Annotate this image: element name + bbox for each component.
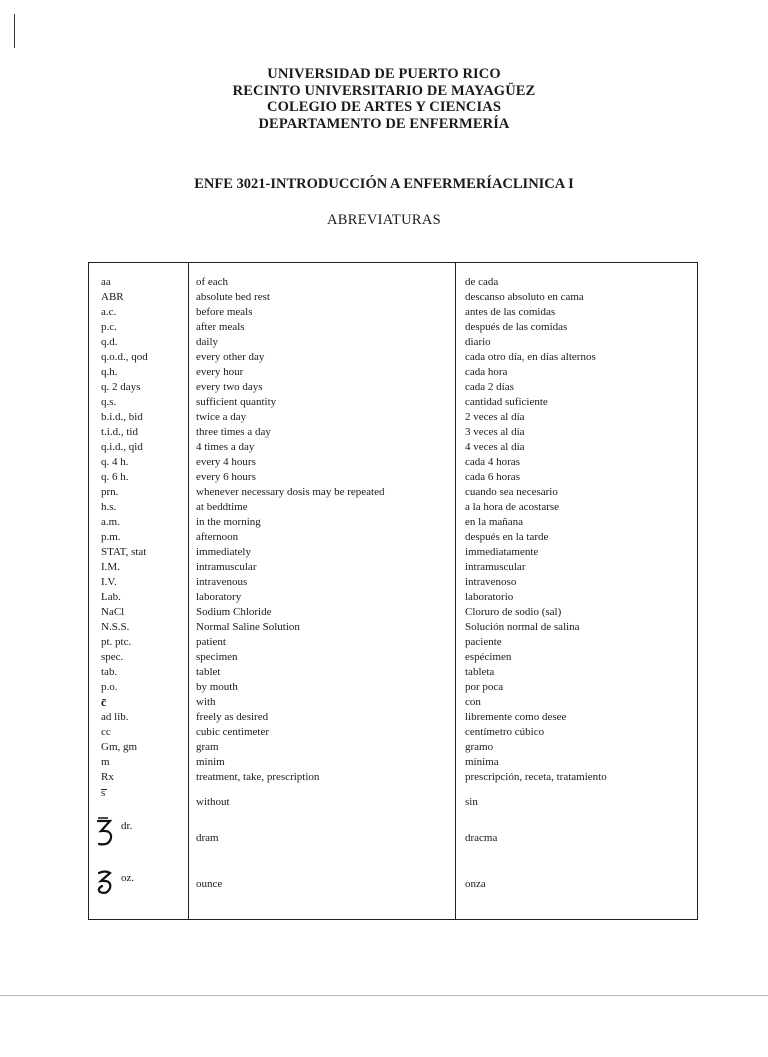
abbreviation-cell: q.o.d., qod	[101, 351, 148, 363]
abbreviation-cell	[101, 787, 107, 801]
spanish-meaning-cell: 3 veces al día	[465, 426, 525, 438]
table-row	[89, 605, 697, 620]
abbreviation-cell: STAT, stat	[101, 546, 147, 558]
english-meaning-cell: of each	[196, 276, 229, 288]
spanish-meaning-cell: por poca	[465, 681, 504, 693]
english-meaning-cell: 4 times a day	[196, 441, 255, 453]
spanish-meaning-cell: intramuscular	[465, 561, 526, 573]
abbreviation-cell: t.i.d., tid	[101, 426, 138, 438]
abbreviation-cell: q. 4 h.	[101, 456, 129, 468]
abbreviation-cell: Rx	[101, 771, 114, 783]
english-meaning-cell: daily	[196, 336, 218, 348]
spanish-meaning-cell: cantidad suficiente	[465, 396, 548, 408]
table-row	[89, 500, 697, 515]
english-meaning-cell: without	[196, 796, 230, 808]
spanish-meaning-cell: a la hora de acostarse	[465, 501, 560, 513]
abbreviation-cell: Lab.	[101, 591, 121, 603]
abbreviation-cell: p.m.	[101, 531, 121, 543]
table-row	[89, 740, 697, 755]
table-rows	[89, 275, 697, 901]
abbreviation-cell: q.i.d., qid	[101, 441, 143, 453]
english-meaning-cell: patient	[196, 636, 226, 648]
english-meaning-cell: before meals	[196, 306, 253, 318]
table-row	[89, 395, 697, 410]
abbreviation-letter: s	[101, 787, 106, 799]
abbreviation-cell: ad lib.	[101, 711, 129, 723]
abbreviation-cell: I.V.	[101, 576, 117, 588]
english-meaning-cell: intravenous	[196, 576, 248, 588]
english-meaning-cell: absolute bed rest	[196, 291, 270, 303]
table-row	[89, 710, 697, 725]
english-meaning-cell: dram	[196, 832, 219, 844]
table-row	[89, 455, 697, 470]
abbreviation-cell: q.s.	[101, 396, 117, 408]
abbreviation-cell: q. 6 h.	[101, 471, 129, 483]
table-row	[89, 425, 697, 440]
abbreviation-cell: pt. ptc.	[101, 636, 132, 648]
english-meaning-cell: every 6 hours	[196, 471, 256, 483]
table-row	[89, 755, 697, 770]
table-row	[89, 695, 697, 710]
abbreviation-cell: b.i.d., bid	[101, 411, 143, 423]
table-row	[89, 380, 697, 395]
english-meaning-cell: every 4 hours	[196, 456, 256, 468]
english-meaning-cell: cubic centimeter	[196, 726, 269, 738]
abbreviation-cell: N.S.S.	[101, 621, 130, 633]
spanish-meaning-cell: tableta	[465, 666, 495, 678]
abbreviation-cell: q.d.	[101, 336, 118, 348]
abbreviation-cell: a.m.	[101, 516, 120, 528]
english-meaning-cell: immediately	[196, 546, 251, 558]
abbreviation-cell: Gm, gm	[101, 741, 138, 753]
english-meaning-cell: laboratory	[196, 591, 242, 603]
table-row	[89, 785, 697, 813]
abbreviation-cell: p.c.	[101, 321, 117, 333]
page-bottom-rule	[0, 995, 768, 996]
spanish-meaning-cell: onza	[465, 878, 486, 890]
scan-edge-mark	[14, 14, 15, 48]
table-row	[89, 680, 697, 695]
abbreviation-cell: m	[101, 756, 110, 768]
english-meaning-cell: whenever necessary dosis may be repeated	[196, 486, 385, 498]
table-row	[89, 350, 697, 365]
table-row	[89, 410, 697, 425]
english-meaning-cell: specimen	[196, 651, 238, 663]
course-title: ENFE 3021-INTRODUCCIÓN A ENFERMERÍACLINICA I	[194, 176, 574, 192]
abbreviation-cell: a.c.	[101, 306, 117, 318]
spanish-meaning-cell: mínima	[465, 756, 499, 768]
english-meaning-cell: every hour	[196, 366, 244, 378]
dram-symbol	[95, 817, 133, 849]
ounce-suffix: oz.	[121, 872, 135, 884]
spanish-meaning-cell: descanso absoluto en cama	[465, 291, 584, 303]
english-meaning-cell: three times a day	[196, 426, 271, 438]
spanish-meaning-cell: diario	[465, 336, 491, 348]
table-row	[89, 650, 697, 665]
table-row	[89, 857, 697, 901]
table-row	[89, 365, 697, 380]
table-row	[89, 770, 697, 785]
table-row	[89, 440, 697, 455]
spanish-meaning-cell: immediatamente	[465, 546, 539, 558]
spanish-meaning-cell: prescripción, receta, tratamiento	[465, 771, 607, 783]
dram-icon	[95, 817, 121, 849]
english-meaning-cell: by mouth	[196, 681, 238, 693]
spanish-meaning-cell: 2 veces al día	[465, 411, 525, 423]
abbreviation-cell: q. 2 days	[101, 381, 141, 393]
spanish-meaning-cell: laboratorio	[465, 591, 514, 603]
english-meaning-cell: intramuscular	[196, 561, 257, 573]
english-meaning-cell: twice a day	[196, 411, 247, 423]
english-meaning-cell: sufficient quantity	[196, 396, 277, 408]
table-row	[89, 665, 697, 680]
spanish-meaning-cell: paciente	[465, 636, 502, 648]
table-row	[89, 530, 697, 545]
spanish-meaning-cell: de cada	[465, 276, 499, 288]
document-subtitle: ABREVIATURAS	[327, 212, 441, 228]
abbreviation-cell: tab.	[101, 666, 118, 678]
abbreviation-cell: q.h.	[101, 366, 118, 378]
english-meaning-cell: minim	[196, 756, 225, 768]
spanish-meaning-cell: cuando sea necesario	[465, 486, 558, 498]
spanish-meaning-cell: Solución normal de salina	[465, 621, 580, 633]
table-row	[89, 813, 697, 857]
table-row	[89, 515, 697, 530]
table-row	[89, 560, 697, 575]
table-row	[89, 635, 697, 650]
spanish-meaning-cell: centímetro cúbico	[465, 726, 545, 738]
english-meaning-cell: tablet	[196, 666, 221, 678]
english-meaning-cell: after meals	[196, 321, 245, 333]
english-meaning-cell: every other day	[196, 351, 265, 363]
spanish-meaning-cell: intravenoso	[465, 576, 517, 588]
dram-suffix: dr.	[121, 820, 133, 832]
ounce-icon	[95, 869, 121, 897]
header-line-university: UNIVERSIDAD DE PUERTO RICO	[267, 66, 501, 82]
table-row	[89, 335, 697, 350]
spanish-meaning-cell: gramo	[465, 741, 494, 753]
table-row	[89, 485, 697, 500]
header-line-college: COLEGIO DE ARTES Y CIENCIAS	[267, 99, 501, 115]
spanish-meaning-cell: en la mañana	[465, 516, 524, 528]
abbreviation-cell: I.M.	[101, 561, 120, 573]
spanish-meaning-cell: libremente como desee	[465, 711, 567, 723]
table-row	[89, 290, 697, 305]
spanish-meaning-cell: después en la tarde	[465, 531, 549, 543]
abbreviation-cell: c̄	[101, 695, 107, 709]
header-line-department: DEPARTAMENTO DE ENFERMERÍA	[258, 115, 510, 132]
table-row	[89, 275, 697, 290]
english-meaning-cell: every two days	[196, 381, 263, 393]
table-row	[89, 620, 697, 635]
table-row	[89, 590, 697, 605]
header-line-campus: RECINTO UNIVERSITARIO DE MAYAGÜEZ	[232, 82, 536, 99]
spanish-meaning-cell: sin	[465, 796, 478, 808]
english-meaning-cell: gram	[196, 741, 219, 753]
spanish-meaning-cell: después de las comidas	[465, 321, 568, 333]
abbreviation-cell: prn.	[101, 486, 119, 498]
spanish-meaning-cell: cada otro día, en días alternos	[465, 351, 596, 363]
table-row	[89, 575, 697, 590]
table-row	[89, 470, 697, 485]
spanish-meaning-cell: dracma	[465, 832, 498, 844]
table-row	[89, 320, 697, 335]
english-meaning-cell: at beddtime	[196, 501, 248, 513]
spanish-meaning-cell: cada 2 días	[465, 381, 514, 393]
ounce-symbol	[95, 869, 135, 897]
english-meaning-cell: treatment, take, prescription	[196, 771, 320, 783]
spanish-meaning-cell: espécimen	[465, 651, 512, 663]
spanish-meaning-cell: antes de las comidas	[465, 306, 556, 318]
english-meaning-cell: afternoon	[196, 531, 239, 543]
abbreviation-cell: spec.	[101, 651, 124, 663]
english-meaning-cell: Sodium Chloride	[196, 606, 272, 618]
abbreviation-cell: cc	[101, 726, 111, 738]
table-row	[89, 305, 697, 320]
table-row	[89, 545, 697, 560]
spanish-meaning-cell: cada hora	[465, 366, 508, 378]
institution-header	[0, 66, 768, 132]
abbreviation-cell: NaCl	[101, 606, 125, 618]
english-meaning-cell: freely as desired	[196, 711, 269, 723]
english-meaning-cell: with	[196, 696, 216, 708]
english-meaning-cell: Normal Saline Solution	[196, 621, 300, 633]
abbreviations-table	[88, 262, 698, 920]
abbreviation-cell: p.o.	[101, 681, 118, 693]
table-row	[89, 725, 697, 740]
english-meaning-cell: ounce	[196, 878, 223, 890]
abbreviation-cell: aa	[101, 276, 111, 288]
spanish-meaning-cell: con	[465, 696, 481, 708]
spanish-meaning-cell: 4 veces al día	[465, 441, 525, 453]
abbreviation-cell: ABR	[101, 291, 124, 303]
spanish-meaning-cell: cada 6 horas	[465, 471, 520, 483]
abbreviation-cell: h.s.	[101, 501, 117, 513]
spanish-meaning-cell: cada 4 horas	[465, 456, 520, 468]
english-meaning-cell: in the morning	[196, 516, 261, 528]
spanish-meaning-cell: Cloruro de sodio (sal)	[465, 606, 562, 618]
